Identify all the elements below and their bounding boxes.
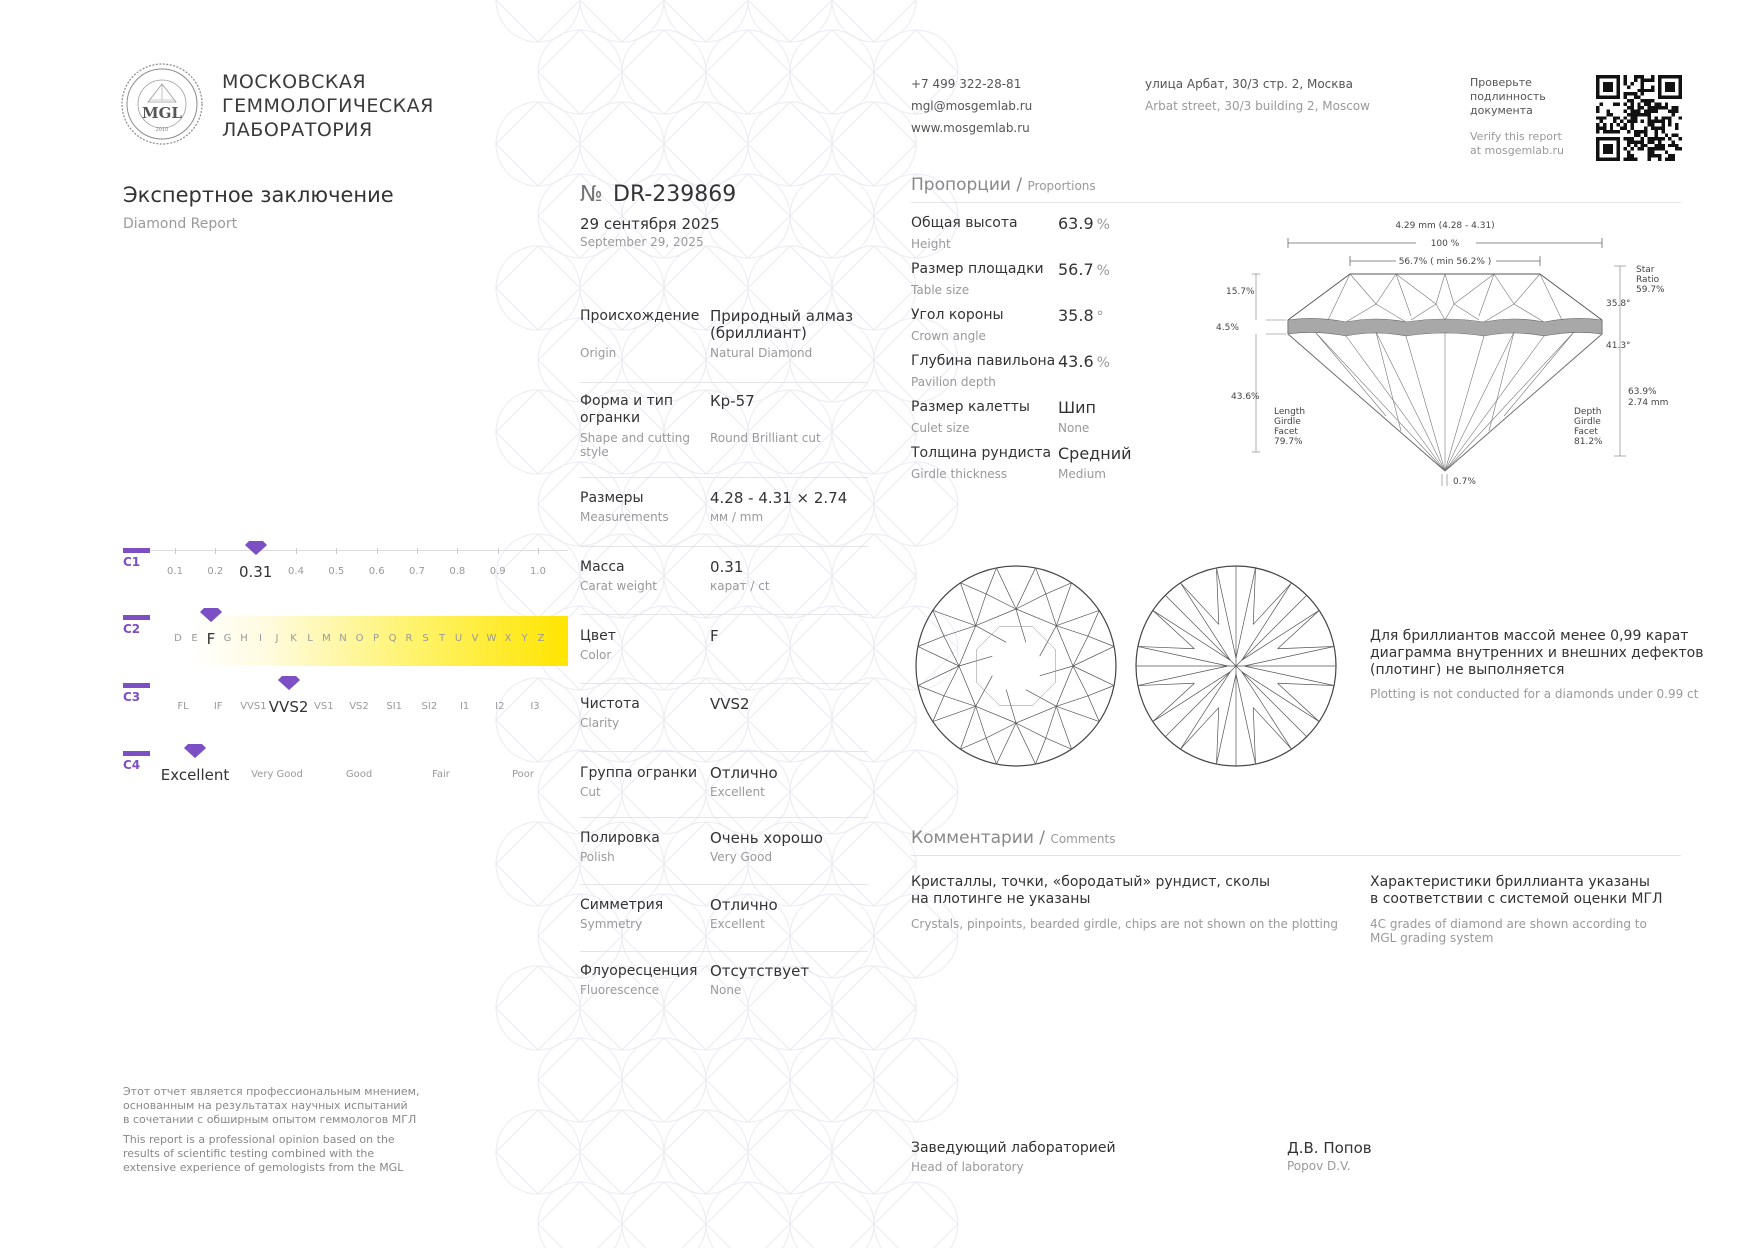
proportion-label-en: Table size — [911, 283, 970, 297]
detail-value-en: карат / ct — [710, 579, 770, 593]
divider — [911, 202, 1681, 203]
scale-tick — [457, 548, 458, 554]
lab-name-line: ГЕММОЛОГИЧЕСКАЯ — [222, 95, 434, 117]
contacts — [911, 73, 1032, 139]
scale-tag: C4 — [123, 758, 141, 772]
scale-label: V — [471, 633, 479, 644]
scale-label: Poor — [511, 769, 535, 780]
svg-text:56.7% ( min 56.2% ): 56.7% ( min 56.2% ) — [1398, 257, 1492, 267]
proportion-label-en: Girdle thickness — [911, 467, 1008, 481]
comment-line: на плотинге не указаны — [911, 891, 1091, 907]
divider — [911, 855, 1681, 856]
detail-value-en: None — [710, 983, 742, 997]
proportion-number: 35.8 — [1058, 306, 1094, 325]
proportion-number: 43.6 — [1058, 352, 1094, 371]
detail-label: Флуоресценция — [580, 963, 698, 979]
comments-title-ru: Комментарии / — [911, 828, 1046, 848]
scale-tick — [215, 548, 216, 554]
svg-text:79.7%: 79.7% — [1274, 437, 1303, 447]
detail-row — [580, 952, 868, 1012]
scale-label: Good — [345, 769, 373, 780]
scale-label: H — [240, 633, 248, 644]
detail-value: VVS2 — [710, 695, 750, 713]
scale-label: 0.8 — [449, 566, 466, 577]
scale-label: N — [339, 633, 347, 644]
svg-text:Girdle: Girdle — [1574, 417, 1601, 427]
detail-row — [580, 547, 868, 615]
scale-label: 0.9 — [489, 566, 506, 577]
proportion-value — [1058, 260, 1110, 279]
svg-text:41.3°: 41.3° — [1606, 341, 1631, 351]
scale-c2 — [123, 615, 568, 667]
detail-value: Очень хорошо — [710, 829, 823, 847]
comment-left — [911, 874, 1338, 931]
detail-value-en: Excellent — [710, 917, 765, 931]
scale-label: VVS2 — [268, 698, 309, 716]
disclaimer-line: Этот отчет является профессиональным мнением, — [123, 1085, 420, 1098]
scale-tag-bar — [123, 548, 150, 553]
proportion-unit: % — [1096, 355, 1110, 371]
scale-label: X — [504, 633, 512, 644]
scale-tick — [175, 548, 176, 554]
scale-label: Q — [388, 633, 397, 644]
scale-label: T — [438, 633, 446, 644]
proportion-value — [1058, 352, 1110, 371]
plotting-note-line: Для бриллиантов массой менее 0,99 карат — [1370, 628, 1689, 644]
scale-label: Fair — [432, 769, 450, 780]
detail-label-en: Clarity — [580, 716, 620, 730]
scale-label: U — [454, 633, 463, 644]
detail-label: Форма и тип огранки — [580, 393, 674, 426]
scale-label: SI2 — [421, 701, 438, 712]
scale-label: VS1 — [314, 701, 334, 712]
report-subtitle: Diamond Report — [123, 216, 238, 232]
report-date-en: September 29, 2025 — [580, 235, 704, 249]
svg-text:43.6%: 43.6% — [1231, 392, 1260, 402]
scale-tick — [377, 548, 378, 554]
svg-text:4.29 mm (4.28 - 4.31): 4.29 mm (4.28 - 4.31) — [1395, 221, 1495, 231]
proportion-label: Размер калетты — [911, 399, 1030, 415]
diamond-profile-diagram — [1216, 216, 1696, 491]
proportion-value-en: Medium — [1058, 467, 1106, 481]
detail-value: F — [710, 627, 719, 645]
scale-label: W — [486, 633, 497, 644]
scale-label: D — [174, 633, 182, 644]
scale-label: SI1 — [386, 701, 403, 712]
comments-title-en: Comments — [1050, 832, 1116, 846]
detail-row — [580, 684, 868, 752]
address-en: Arbat street, 30/3 building 2, Moscow — [1145, 99, 1370, 113]
proportion-number: 56.7 — [1058, 260, 1094, 279]
scale-label: I1 — [459, 701, 470, 712]
plotting-note-en: Plotting is not conducted for a diamonds under 0.99 ct — [1370, 687, 1699, 701]
proportions-title — [911, 175, 1096, 195]
svg-text:Star: Star — [1636, 265, 1655, 275]
comment-line: Характеристики бриллианта указаны — [1370, 874, 1650, 890]
detail-value: Кр-57 — [710, 392, 755, 410]
report-number-label: № — [580, 182, 603, 207]
website-link[interactable]: www.mosgemlab.ru — [911, 121, 1030, 135]
svg-text:Depth: Depth — [1574, 407, 1602, 417]
scale-label: S — [422, 633, 429, 644]
proportion-value — [1058, 306, 1104, 325]
verify-line: at mosgemlab.ru — [1470, 144, 1564, 157]
qr-code[interactable] — [1596, 75, 1682, 161]
comments-title — [911, 828, 1116, 848]
svg-text:15.7%: 15.7% — [1226, 287, 1255, 297]
detail-value: Отсутствует — [710, 962, 810, 980]
plotting-note-line: (плотинг) не выполняется — [1370, 662, 1565, 678]
detail-row — [580, 615, 868, 684]
address — [1145, 73, 1370, 117]
scale-label: Very Good — [251, 769, 303, 780]
detail-value: 4.28 - 4.31 × 2.74 — [710, 489, 848, 507]
proportion-unit: % — [1096, 217, 1110, 233]
verify-text-ru — [1470, 76, 1546, 118]
detail-value-en: Very Good — [710, 850, 773, 864]
detail-value: Отлично — [710, 764, 778, 782]
plotting-crown-view — [910, 560, 1122, 772]
detail-label-en: Cut — [580, 785, 601, 799]
comment-right — [1370, 874, 1663, 945]
detail-label-en: Carat weight — [580, 579, 657, 593]
scale-label: VVS1 — [240, 701, 267, 712]
scale-c1 — [123, 548, 568, 600]
scale-label: J — [275, 633, 279, 644]
signature-name-ru: Д.В. Попов — [1287, 1139, 1372, 1157]
proportion-number: 63.9 — [1058, 214, 1094, 233]
proportion-unit: ° — [1096, 309, 1104, 325]
scale-label: F — [206, 630, 216, 648]
proportion-label: Глубина павильона — [911, 353, 1056, 369]
detail-label: Полировка — [580, 830, 660, 846]
phone[interactable]: +7 499 322-28-81 — [911, 77, 1022, 91]
scale-label: 0.5 — [328, 566, 345, 577]
detail-label: Цвет — [580, 628, 616, 644]
scale-label: 1.0 — [530, 566, 546, 577]
disclaimer-en — [123, 1133, 423, 1175]
lab-name — [222, 70, 434, 142]
proportion-label: Угол короны — [911, 307, 1004, 323]
scale-tag: C2 — [123, 622, 141, 636]
detail-value: 0.31 — [710, 558, 744, 576]
scale-label: I — [259, 633, 262, 644]
detail-value-en: Round Brilliant cut — [710, 431, 821, 445]
svg-text:2.74 mm: 2.74 mm — [1628, 398, 1669, 408]
signature-name-en: Popov D.V. — [1287, 1159, 1351, 1173]
scale-label: 0.1 — [167, 566, 183, 577]
scale-label: E — [191, 633, 198, 644]
detail-label-en: Color — [580, 648, 612, 662]
scale-label: 0.4 — [288, 566, 304, 577]
detail-label-en: Fluorescence — [580, 983, 660, 997]
detail-label-en: Measurements — [580, 510, 669, 524]
comment-en: 4C grades of diamond are shown according to — [1370, 917, 1647, 931]
diamond-marker-icon — [278, 676, 300, 690]
svg-text:Facet: Facet — [1574, 427, 1598, 437]
lab-name-line: МОСКОВСКАЯ — [222, 71, 367, 93]
detail-value-en: Excellent — [710, 785, 765, 799]
svg-text:59.7%: 59.7% — [1636, 285, 1665, 295]
lab-name-line: ЛАБОРАТОРИЯ — [222, 119, 373, 141]
proportion-value — [1058, 398, 1099, 417]
proportion-label: Размер площадки — [911, 261, 1044, 277]
verify-line: документа — [1470, 104, 1533, 117]
svg-text:63.9%: 63.9% — [1628, 387, 1657, 397]
svg-text:Girdle: Girdle — [1274, 417, 1301, 427]
comment-en: MGL grading system — [1370, 931, 1494, 945]
mgl-seal-logo — [120, 62, 204, 146]
detail-label: Размеры — [580, 490, 644, 506]
scale-tag: C1 — [123, 555, 141, 569]
scale-label: O — [355, 633, 364, 644]
svg-text:0.7%: 0.7% — [1453, 477, 1476, 487]
verify-text-en — [1470, 130, 1564, 158]
detail-value-en: мм / mm — [710, 510, 764, 524]
svg-text:100 %: 100 % — [1430, 239, 1460, 249]
scale-label: M — [322, 633, 331, 644]
proportion-label-en: Crown angle — [911, 329, 986, 343]
report-title: Экспертное заключение — [123, 183, 394, 207]
scale-label: K — [290, 633, 297, 644]
detail-row — [580, 383, 868, 478]
proportion-label: Общая высота — [911, 215, 1018, 231]
proportion-number: Шип — [1058, 398, 1096, 417]
detail-label: Происхождение — [580, 308, 700, 324]
disclaimer-line: основанным на результатах научных испытаний — [123, 1099, 408, 1112]
comment-en: Crystals, pinpoints, bearded girdle, chips are not shown on the plotting — [911, 917, 1338, 931]
proportion-unit: % — [1096, 263, 1110, 279]
diamond-marker-icon — [245, 541, 267, 555]
detail-value: Природный алмаз (бриллиант) — [710, 307, 854, 342]
detail-label-en: Polish — [580, 850, 615, 864]
disclaimer-line: This report is a professional opinion based on the — [123, 1133, 395, 1146]
scale-tick — [296, 548, 297, 554]
proportion-value — [1058, 444, 1135, 463]
detail-label: Масса — [580, 559, 625, 575]
plotting-note — [1370, 628, 1703, 701]
scale-label: Z — [537, 633, 545, 644]
svg-text:81.2%: 81.2% — [1574, 437, 1603, 447]
scale-tag: C3 — [123, 690, 141, 704]
signature-role-en: Head of laboratory — [911, 1160, 1024, 1174]
scale-tick — [336, 548, 337, 554]
scale-label: P — [372, 633, 380, 644]
detail-label-en: Symmetry — [580, 917, 643, 931]
diamond-marker-icon — [200, 608, 222, 622]
detail-row — [580, 885, 868, 952]
verify-line: подлинность — [1470, 90, 1546, 103]
proportions-title-ru: Пропорции / — [911, 175, 1023, 195]
scale-label: 0.7 — [409, 566, 425, 577]
proportions-title-en: Proportions — [1027, 179, 1096, 193]
scale-label: R — [405, 633, 413, 644]
signature-role-ru: Заведующий лабораторией — [911, 1140, 1116, 1156]
detail-value: Отлично — [710, 896, 778, 914]
scale-tick — [498, 548, 499, 554]
svg-text:MGL: MGL — [142, 104, 182, 122]
verify-line: Проверьте — [1470, 76, 1532, 89]
svg-text:4.5%: 4.5% — [1216, 323, 1239, 333]
svg-text:Ratio: Ratio — [1636, 275, 1660, 285]
scale-label: Excellent — [160, 766, 230, 784]
scale-label: Y — [521, 633, 528, 644]
scale-label: 0.2 — [207, 566, 224, 577]
proportion-value-en: None — [1058, 421, 1090, 435]
disclaimer-line: results of scientific testing combined with the — [123, 1147, 375, 1160]
scale-label: FL — [177, 701, 189, 712]
svg-text:Length: Length — [1274, 407, 1306, 417]
proportion-value — [1058, 214, 1110, 233]
verify-line: Verify this report — [1470, 130, 1562, 143]
plotting-pavilion-view — [1130, 560, 1342, 772]
report-number: DR-239869 — [613, 182, 737, 207]
plotting-note-line: диаграмма внутренних и внешних дефектов — [1370, 645, 1704, 661]
proportion-label: Толщина рундиста — [911, 445, 1052, 461]
proportion-label-en: Culet size — [911, 421, 970, 435]
detail-label: Группа огранки — [580, 765, 698, 781]
scale-label: L — [307, 633, 313, 644]
detail-label: Чистота — [580, 696, 640, 712]
disclaimer-line: в сочетании с обширным опытом геммологов МГЛ — [123, 1113, 417, 1126]
comment-line: в соответствии с системой оценки МГЛ — [1370, 891, 1663, 907]
scale-label: 0.6 — [368, 566, 385, 577]
signature-name — [1287, 1140, 1372, 1173]
proportion-number: Средний — [1058, 444, 1132, 463]
svg-text:Facet: Facet — [1274, 427, 1298, 437]
disclaimer-ru — [123, 1085, 423, 1127]
email-link[interactable]: mgl@mosgemlab.ru — [911, 99, 1033, 113]
detail-row — [580, 298, 868, 383]
disclaimer-line: extensive experience of gemologists from the MGL — [123, 1161, 404, 1174]
scale-tick — [538, 548, 539, 554]
detail-label: Симметрия — [580, 897, 664, 913]
detail-row — [580, 478, 868, 547]
address-ru: улица Арбат, 30/3 стр. 2, Москва — [1145, 77, 1353, 91]
comment-line: Кристаллы, точки, «бородатый» рундист, сколы — [911, 874, 1271, 890]
scale-label: VS2 — [349, 701, 369, 712]
scale-axis — [150, 550, 568, 551]
detail-label-en: Shape and cutting style — [580, 431, 690, 459]
scale-label: IF — [213, 701, 223, 712]
scale-label: 0.31 — [238, 563, 273, 581]
diamond-marker-icon — [184, 744, 206, 758]
scale-c4 — [123, 751, 568, 803]
proportion-label-en: Pavilion depth — [911, 375, 996, 389]
detail-value-en: Natural Diamond — [710, 346, 813, 360]
scale-tag-bar — [123, 615, 150, 620]
detail-row — [580, 818, 868, 885]
scale-tag-bar — [123, 751, 150, 756]
scale-c3 — [123, 683, 568, 735]
scale-label: I2 — [495, 701, 505, 712]
proportion-label-en: Height — [911, 237, 951, 251]
scale-label: I3 — [530, 701, 540, 712]
signature-role — [911, 1140, 1116, 1174]
svg-text:35.8°: 35.8° — [1606, 299, 1631, 309]
report-date: 29 сентября 2025 — [580, 215, 720, 233]
detail-label-en: Origin — [580, 346, 617, 360]
scale-tag-bar — [123, 683, 150, 688]
scale-tick — [417, 548, 418, 554]
svg-text:2010: 2010 — [155, 127, 169, 133]
scale-label: G — [223, 633, 232, 644]
detail-row — [580, 752, 868, 818]
